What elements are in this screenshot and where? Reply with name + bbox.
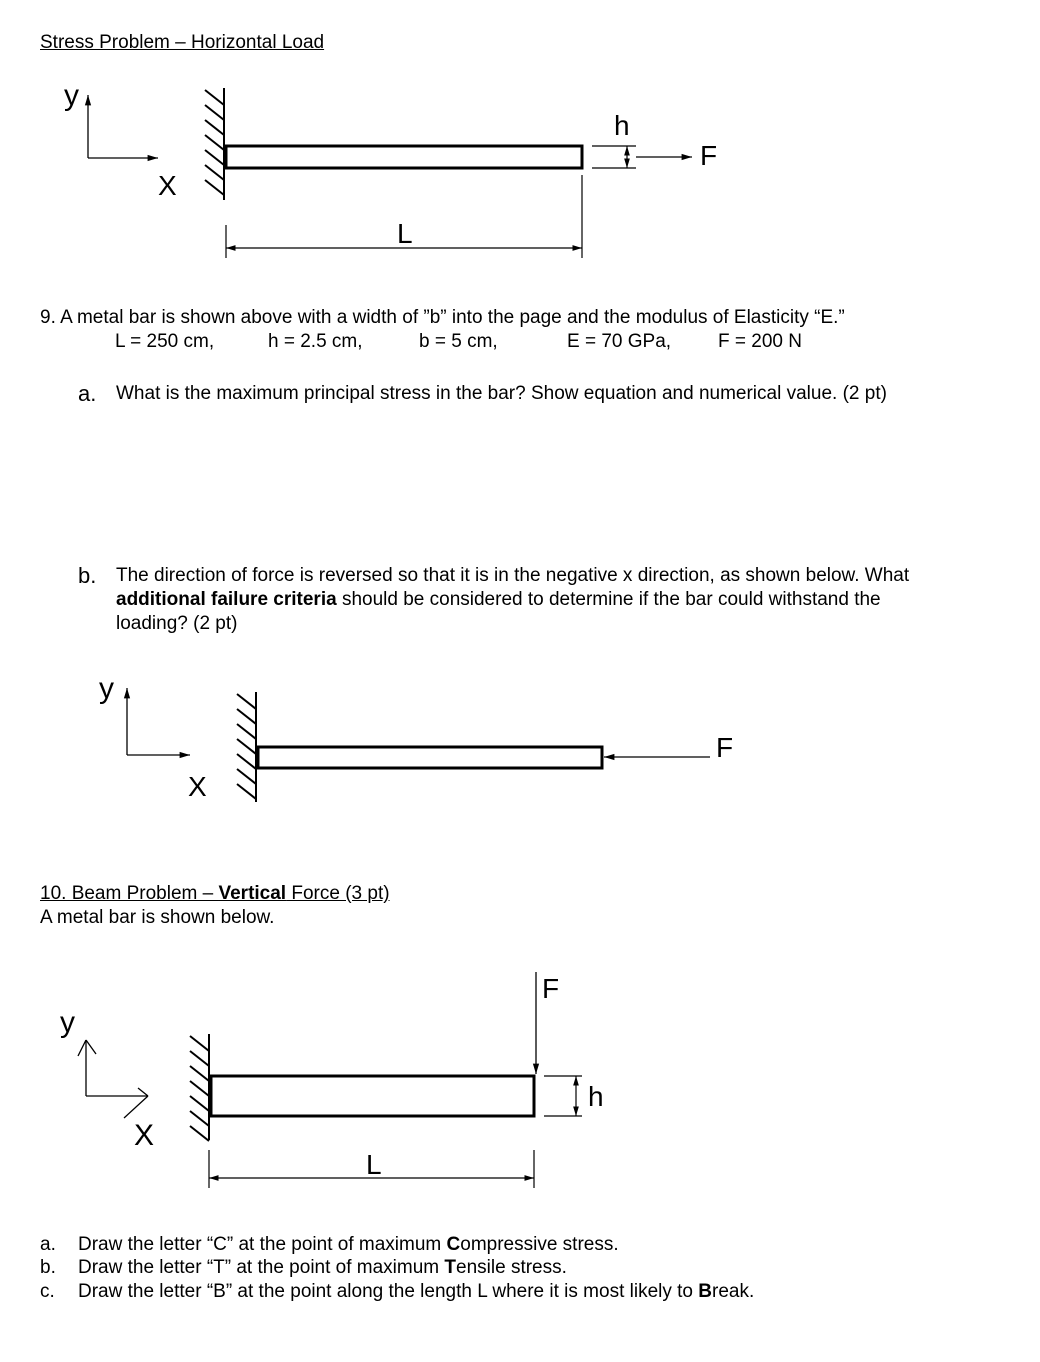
q9-force-value: F = 200 N [718, 331, 802, 352]
q10-title-pre: 10. Beam Problem – [40, 883, 219, 904]
instruction-text-post: ompressive stress. [460, 1234, 619, 1255]
instruction-text-pre: Draw the letter “T” at the point of maximum [78, 1257, 445, 1278]
q9b-marker: b. [78, 563, 97, 588]
y-axis-label: y [64, 79, 79, 112]
axes-fig2 [99, 672, 207, 802]
q9a-marker: a. [78, 381, 97, 406]
instruction-marker: c. [40, 1281, 55, 1302]
instruction-marker: b. [40, 1257, 56, 1278]
height-label-fig1: h [614, 110, 630, 141]
instruction-text-bold: T [444, 1257, 457, 1278]
force-label-fig1: F [700, 140, 718, 171]
instruction-text-pre: Draw the letter “C” at the point of maximum [78, 1234, 447, 1255]
stress-problem-title: Stress Problem – Horizontal Load [40, 32, 325, 53]
fixed-wall-fig3 [190, 1034, 209, 1141]
axes-fig1 [64, 79, 177, 201]
q10-subtitle: A metal bar is shown below. [40, 907, 275, 928]
q9-length-value: L = 250 cm, [115, 331, 215, 352]
instruction-item-a [40, 1234, 619, 1256]
metal-bar-fig1 [226, 146, 582, 168]
q9b-bold-phrase: additional failure criteria [116, 589, 337, 610]
x-axis-label: X [158, 170, 177, 201]
instruction-item-b [40, 1257, 567, 1279]
fixed-wall-fig1 [205, 88, 224, 200]
metal-bar-fig3 [211, 1076, 534, 1116]
figure-horizontal-load [0, 0, 1040, 270]
q10-title-post: Force (3 pt) [286, 883, 390, 904]
q9b-line2-rest: should be considered to determine if the bar could withstand the [336, 589, 881, 610]
q9-width-value: b = 5 cm, [419, 331, 498, 352]
instruction-marker: a. [40, 1234, 56, 1255]
force-label-fig3: F [542, 973, 560, 1004]
instruction-text-pre: Draw the letter “B” at the point along the length L where it is most likely to [78, 1281, 699, 1302]
q9-modulus-value: E = 70 GPa, [567, 331, 672, 352]
force-label-fig2: F [716, 732, 734, 763]
instruction-text-bold: C [446, 1234, 461, 1255]
q9a-text: What is the maximum principal stress in the bar? Show equation and numerical value. (2 pt) [116, 383, 887, 404]
instruction-text-bold: B [698, 1281, 712, 1302]
metal-bar-fig2 [258, 747, 602, 768]
height-dimension-fig3 [544, 1076, 582, 1116]
y-axis-label: y [60, 1006, 75, 1039]
q9-intro: 9. A metal bar is shown above with a width of ”b” into the page and the modulus of Elasticity “E.” [40, 307, 845, 328]
x-axis-label: X [188, 771, 207, 802]
instruction-text-post: reak. [712, 1281, 755, 1302]
length-label-fig3: L [366, 1149, 382, 1180]
x-axis-label: X [134, 1119, 155, 1152]
q9b-line2 [116, 589, 881, 611]
figure-reversed-force [0, 670, 1040, 830]
instruction-item-c [40, 1281, 754, 1303]
length-label-fig1: L [397, 218, 413, 249]
fixed-wall-fig2 [237, 692, 256, 802]
figure-vertical-force [0, 960, 1040, 1200]
q10-title-bold: Vertical [218, 883, 287, 904]
q9-height-value: h = 2.5 cm, [268, 331, 363, 352]
axes-fig3 [60, 1006, 154, 1152]
height-dimension-fig1 [592, 146, 636, 168]
q9b-line1: The direction of force is reversed so that it is in the negative x direction, as shown below. What [116, 565, 910, 586]
q10-title [40, 883, 390, 905]
height-label-fig3: h [588, 1081, 604, 1112]
y-axis-label: y [99, 672, 114, 705]
instruction-text-post: ensile stress. [456, 1257, 567, 1278]
q9b-line3: loading? (2 pt) [116, 613, 238, 634]
